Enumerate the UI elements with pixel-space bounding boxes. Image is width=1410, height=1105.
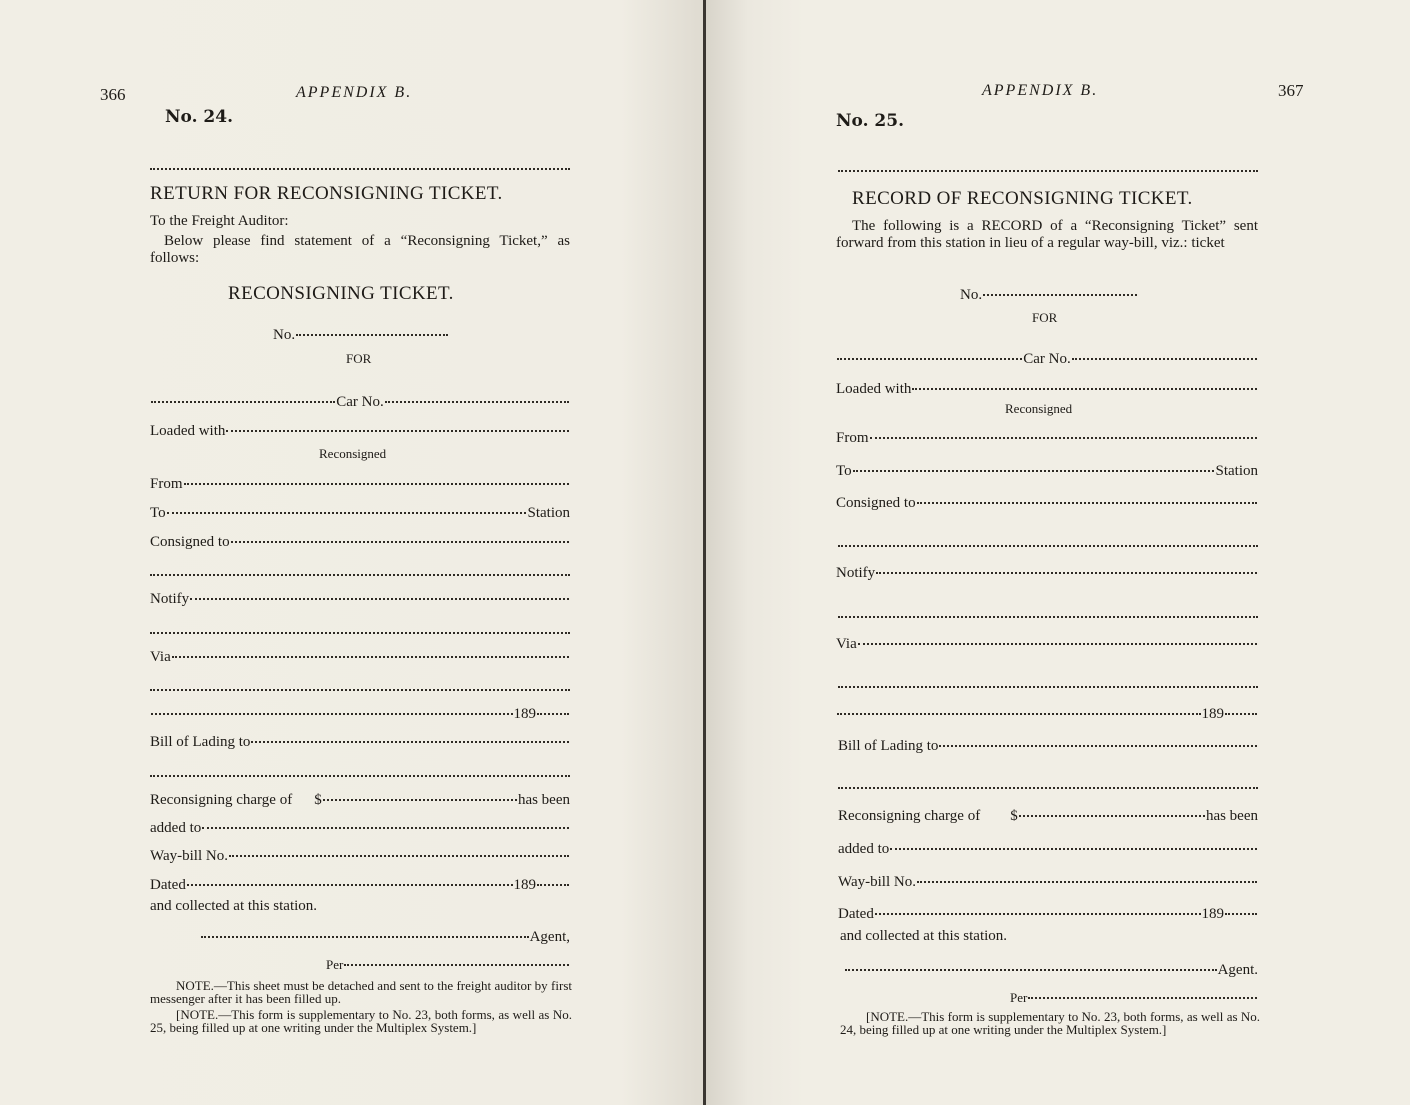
from-field: From [150, 476, 570, 493]
collected-text: and collected at this station. [840, 928, 1008, 944]
dated-field: Dated 189 [150, 877, 570, 894]
note-supplementary: [NOTE.—This form is supplementary to No. 23, both forms, as well as No. 25, being filled up at one writing under the Multiplex System.] [150, 1007, 572, 1035]
per-field: Per [326, 957, 570, 973]
consigned-to-field: Consigned to [836, 495, 1258, 512]
reconsigned-label: Reconsigned [319, 446, 387, 461]
agent-field: Agent, [200, 929, 570, 946]
via-blank-line [838, 686, 1258, 688]
consigned-blank-line [838, 545, 1258, 547]
note-supplementary: [NOTE.—This form is supplementary to No. 23, both forms, as well as No. 24, being filled up at one writing under the Multiplex System.] [840, 1009, 1260, 1037]
bill-of-lading-field: Bill of Lading to [838, 738, 1258, 755]
via-field: Via [836, 636, 1258, 653]
from-field: From [836, 430, 1258, 447]
car-no-field: Car No. [836, 351, 1258, 368]
via-blank-line [150, 689, 570, 691]
page-number: 367 [1278, 81, 1304, 100]
notify-field: Notify [150, 591, 570, 608]
to-field: To Station [836, 463, 1258, 479]
intro-text: The following is a RECORD of a “Reconsigning Ticket” sent forward from this station in lieu of a regular way-bill, viz.: ticket [836, 218, 1258, 251]
added-to-field: added to [150, 820, 570, 837]
salutation: To the Freight Auditor: [150, 213, 289, 229]
notify-blank-line [150, 632, 570, 634]
car-no-field: Car No. [150, 394, 570, 411]
form-title: RECORD OF RECONSIGNING TICKET. [852, 188, 1193, 209]
right-page [706, 0, 1410, 1105]
loaded-with-field: Loaded with [836, 381, 1258, 398]
ticket-no-field: No. [273, 327, 449, 344]
charge-field: Reconsigning charge of $ has been [150, 792, 570, 808]
page-number: 366 [100, 85, 126, 104]
bill-of-lading-field: Bill of Lading to [150, 734, 570, 751]
bill-blank-line [150, 775, 570, 777]
consigned-blank-line [150, 574, 570, 576]
intro-text: Below please find statement of a “Reconsigning Ticket,” as follows: [150, 233, 570, 266]
notify-blank-line [838, 616, 1258, 618]
waybill-field: Way-bill No. [150, 848, 570, 865]
form-title: RETURN FOR RECONSIGNING TICKET. [150, 183, 503, 204]
note-detach: NOTE.—This sheet must be detached and sent to the freight auditor by first messenger after it has been filled up. [150, 978, 572, 1006]
to-field: To Station [150, 505, 570, 521]
form-number: No. 24. [165, 107, 233, 127]
for-label: FOR [1032, 310, 1058, 325]
dated-field: Dated 189 [838, 906, 1258, 923]
header-blank-line [150, 168, 570, 170]
bill-blank-line [838, 787, 1258, 789]
running-head: APPENDIX B. [982, 82, 1099, 99]
loaded-with-field: Loaded with [150, 423, 570, 440]
subtitle: RECONSIGNING TICKET. [228, 283, 454, 304]
notify-field: Notify [836, 565, 1258, 582]
consigned-to-field: Consigned to [150, 534, 570, 551]
ticket-no-field: No. [960, 287, 1138, 304]
for-label: FOR [346, 351, 372, 366]
added-to-field: added to [838, 841, 1258, 858]
date-field: 189 [150, 706, 570, 723]
waybill-field: Way-bill No. [838, 874, 1258, 891]
reconsigned-label: Reconsigned [1005, 401, 1073, 416]
per-field: Per [1010, 990, 1258, 1006]
collected-text: and collected at this station. [150, 898, 318, 914]
form-number: No. 25. [836, 111, 904, 131]
header-blank-line [838, 170, 1258, 172]
running-head: APPENDIX B. [296, 84, 413, 101]
charge-field: Reconsigning charge of $ has been [838, 808, 1258, 824]
date-field: 189 [836, 706, 1258, 723]
agent-field: Agent. [844, 962, 1258, 979]
via-field: Via [150, 649, 570, 666]
